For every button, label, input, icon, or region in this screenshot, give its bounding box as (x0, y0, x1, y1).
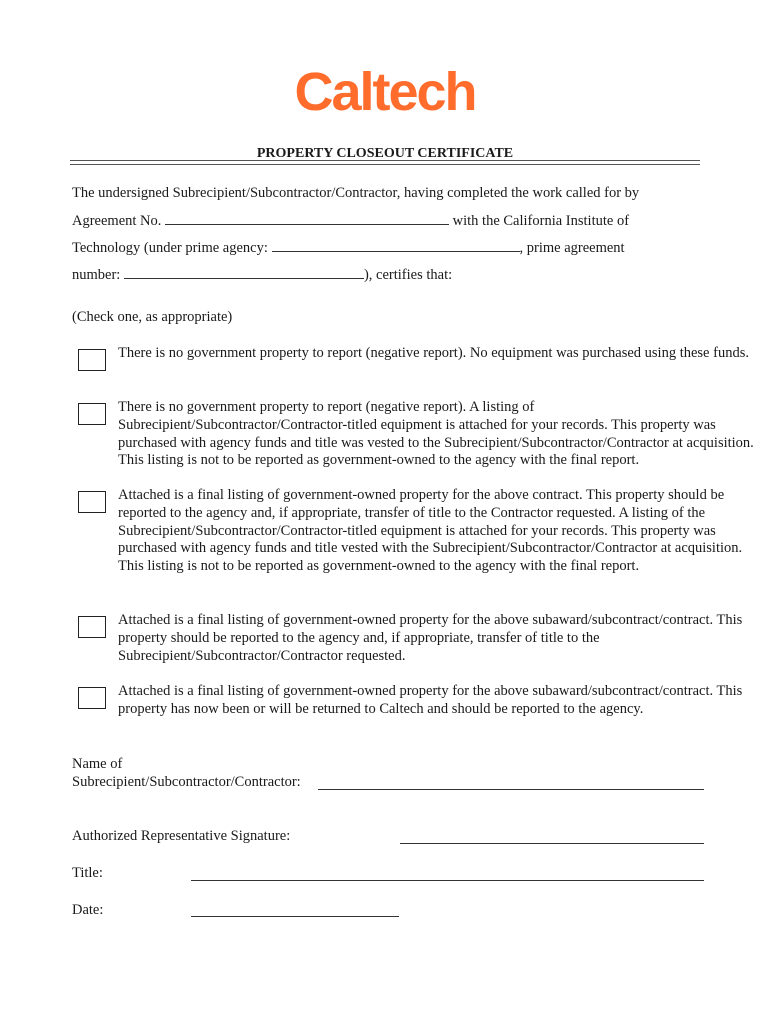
prime-agency-label: Technology (under prime agency: (72, 240, 268, 256)
check-instruction: (Check one, as appropriate) (72, 309, 233, 325)
option-5-text: Attached is a final listing of government-owned property for the above subaward/subcontract/contract. This property has now been or will be returned to Caltech and should be reported to the agency. (118, 683, 743, 717)
name-label-line-2: Subrecipient/Subcontractor/Contractor: (72, 774, 301, 790)
prime-agreement-number-label: number: (72, 267, 121, 283)
agreement-no-suffix: with the California Institute of (452, 213, 630, 229)
name-label-line-1: Name of (72, 756, 123, 772)
prime-agency-field[interactable] (272, 238, 520, 252)
option-2-text: There is no government property to report (negative report). A listing of Subrecipient/Subcontractor/Contractor-titled equipment is attached for your records. This property was purchased with agency funds and title was vested to the Subrecipient/Subcontractor/Contractor at acquisition. This listing is not to be reported as government-owned to the agency with the final report. (118, 399, 754, 469)
option-4-text: Attached is a final listing of government-owned property for the above subaward/subcontract/contract. This property should be reported to the agency and, if appropriate, transfer of title to the Subrecipient/Subcontractor/Contractor requested. (118, 612, 743, 664)
intro-line-2 (72, 211, 629, 230)
intro-line-1: The undersigned Subrecipient/Subcontractor/Contractor, having completed the work called for by (72, 185, 640, 201)
agreement-no-label: Agreement No. (72, 213, 162, 229)
prime-agreement-number-suffix: ), certifies that: (363, 267, 453, 283)
caltech-logo: Caltech (294, 62, 476, 122)
option-5-checkbox[interactable] (78, 687, 106, 709)
agreement-no-field[interactable] (165, 211, 449, 225)
intro-line-4 (72, 265, 452, 284)
name-field[interactable] (318, 789, 704, 790)
option-1-text: There is no government property to report (negative report). No equipment was purchased using these funds. (118, 345, 749, 361)
option-2-checkbox[interactable] (78, 403, 106, 425)
intro-line-3 (72, 238, 625, 257)
date-field[interactable] (191, 916, 399, 917)
document-title: PROPERTY CLOSEOUT CERTIFICATE (256, 146, 514, 161)
option-1-checkbox[interactable] (78, 349, 106, 371)
title-divider (70, 160, 700, 165)
date-label: Date: (72, 902, 104, 918)
prime-agreement-number-field[interactable] (124, 265, 364, 279)
option-4-checkbox[interactable] (78, 616, 106, 638)
signature-label: Authorized Representative Signature: (72, 828, 291, 844)
option-3-text: Attached is a final listing of government-owned property for the above contract. This property should be reported to the agency and, if appropriate, transfer of title to the Contractor requested. A listing of the Subrecipient/Subcontractor/Contractor-titled equipment is attached for your records. This property was purchased with agency funds and title vested with the Subrecipient/Subcontractor/Contractor at acquisition. This listing is not to be reported as government-owned to the agency with the final report. (118, 487, 743, 575)
option-3-checkbox[interactable] (78, 491, 106, 513)
title-label: Title: (72, 865, 103, 881)
prime-agency-suffix: , prime agreement (519, 240, 625, 256)
signature-field[interactable] (400, 843, 704, 844)
title-field[interactable] (191, 880, 704, 881)
